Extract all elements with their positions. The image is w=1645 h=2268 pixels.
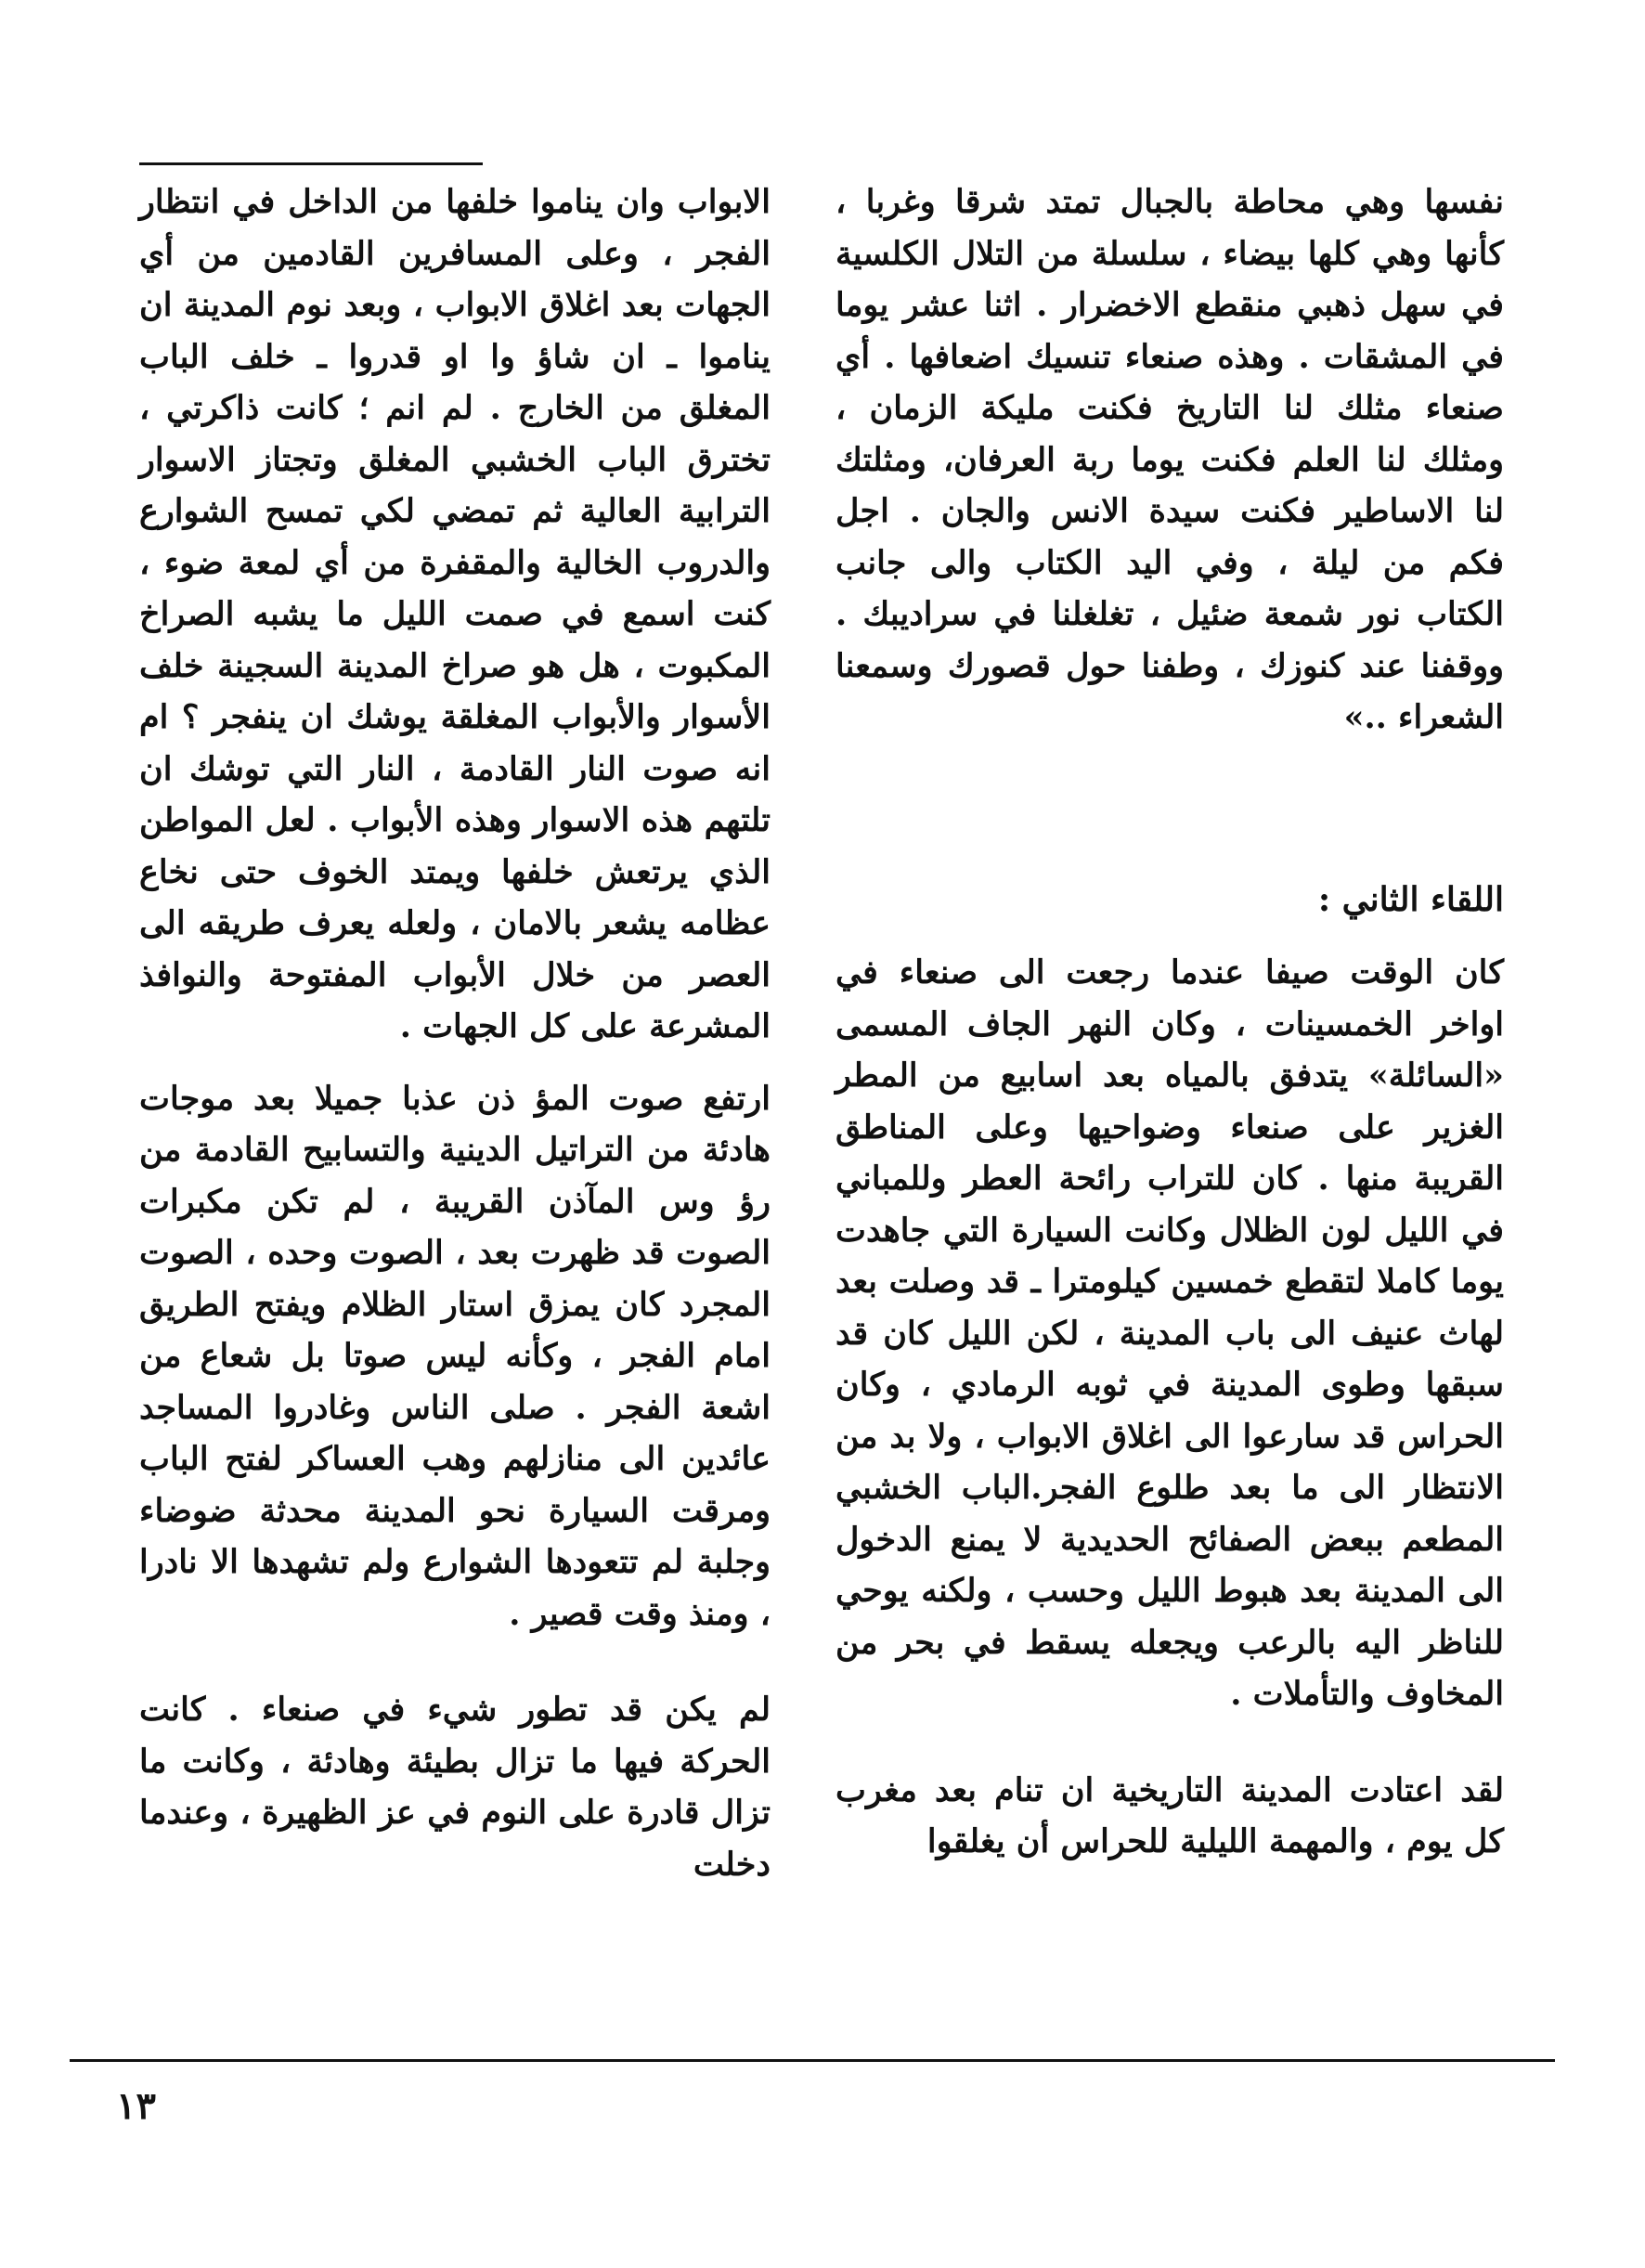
bottom-divider-line <box>70 2059 1555 2062</box>
paragraph-slow-city: لم يكن قد تطور شيء في صنعاء . كانت الحركة فيها ما تزال بطيئة وهادئة ، وكانت ما تزال قادرة على النوم في عز الظهيرة ، وعندما دخلت <box>139 1691 771 1884</box>
paragraph-gates: الابواب وان يناموا خلفها من الداخل في انتظار الفجر ، وعلى المسافرين القادمين من أي الجهات بعد اغلاق الابواب ، وبعد نوم المدينة ان يناموا ـ ان شاؤ وا او قدروا ـ خلف الباب المغلق من الخارج . لم انم ؛ كانت ذاكرتي ، تخترق الباب الخشبي المغلق وتجتاز الاسوار الترابية العالية ثم تمضي لكي تمسح الشوارع والدروب الخالية والمقفرة من أي لمعة ضوء ، كنت اسمع في صمت الليل ما يشبه الصراخ المكبوت ، هل هو صراخ المدينة السجينة خلف الأسوار والأبواب المغلقة يوشك ان ينفجر ؟ ام انه صوت النار القادمة ، النار التي توشك ان تلتهم هذه الاسوار وهذه الأبواب . لعل المواطن الذي يرتعش خلفها ويمتد الخوف حتى نخاع عظامه يشعر بالامان ، ولعله يعرف طريقه الى العصر من خلال الأبواب المفتوحة والنوافذ المشرعة على كل الجهات . <box>139 183 771 1045</box>
section-heading: اللقاء الثاني : <box>1317 880 1504 919</box>
page-number: ١٣ <box>116 2084 156 2128</box>
left-column <box>139 176 771 1890</box>
top-divider-line <box>139 162 483 165</box>
intro-paragraph: نفسها وهي محاطة بالجبال تمتد شرقا وغربا ، كأنها وهي كلها بيضاء ، سلسلة من التلال الكلسية في سهل ذهبي منقطع الاخضرار . اثنا عشر يوما في المشقات . وهذه صنعاء تنسيك اضعافها . أي صنعاء مثلك لنا التاريخ فكنت مليكة الزمان ، ومثلك لنا العلم فكنت يوما ربة العرفان، ومثلتك لنا الاساطير فكنت سيدة الانس والجان . اجل فكم من ليلة ، وفي اليد الكتاب والى جانب الكتاب نور شمعة ضئيل ، تغلغلنا في سراديبك . ووقفنا عند كنوزك ، وطفنا حول قصورك وسمعنا الشعراء ..» <box>835 183 1504 736</box>
right-column-bottom <box>835 947 1504 1868</box>
paragraph-second-visit: كان الوقت صيفا عندما رجعت الى صنعاء في اواخر الخمسينات ، وكان النهر الجاف المسمى «السائلة» يتدفق بالمياه بعد اسابيع من المطر الغزير على صنعاء وضواحيها وعلى المناطق القريبة منها . كان للتراب رائحة العطر وللمباني في الليل لون الظلال وكانت السيارة التي جاهدت يوما كاملا لتقطع خمسين كيلومترا ـ قد وصلت بعد لهاث عنيف الى باب المدينة ، لكن الليل كان قد سبقها وطوى المدينة في ثوبه الرمادي ، وكان الحراس قد سارعوا الى اغلاق الابواب ، ولا بد من الانتظار الى ما بعد طلوع الفجر.الباب الخشبي المطعم ببعض الصفائح الحديدية لا يمنع الدخول الى المدينة بعد هبوط الليل وحسب ، ولكنه يوحي للناظر اليه بالرعب ويجعله يسقط في بحر من المخاوف والتأملات . <box>835 953 1504 1713</box>
right-column-top <box>835 176 1504 744</box>
paragraph-city-sleeps: لقد اعتادت المدينة التاريخية ان تنام بعد مغرب كل يوم ، والمهمة الليلية للحراس أن يغلقوا <box>835 1770 1504 1860</box>
paragraph-muezzin: ارتفع صوت المؤ ذن عذبا جميلا بعد موجات هادئة من التراتيل الدينية والتسابيح القادمة من رؤ وس المآذن القريبة ، لم تكن مكبرات الصوت قد ظهرت بعد ، الصوت وحده ، الصوت المجرد كان يمزق استار الظلام ويفتح الطريق امام الفجر ، وكأنه ليس صوتا بل شعاع من اشعة الفجر . صلى الناس وغادروا المساجد عائدين الى منازلهم وهب العساكر لفتح الباب ومرقت السيارة نحو المدينة محدثة ضوضاء وجلبة لم تتعودها الشوارع ولم تشهدها الا نادرا ، ومنذ وقت قصير . <box>139 1079 771 1633</box>
